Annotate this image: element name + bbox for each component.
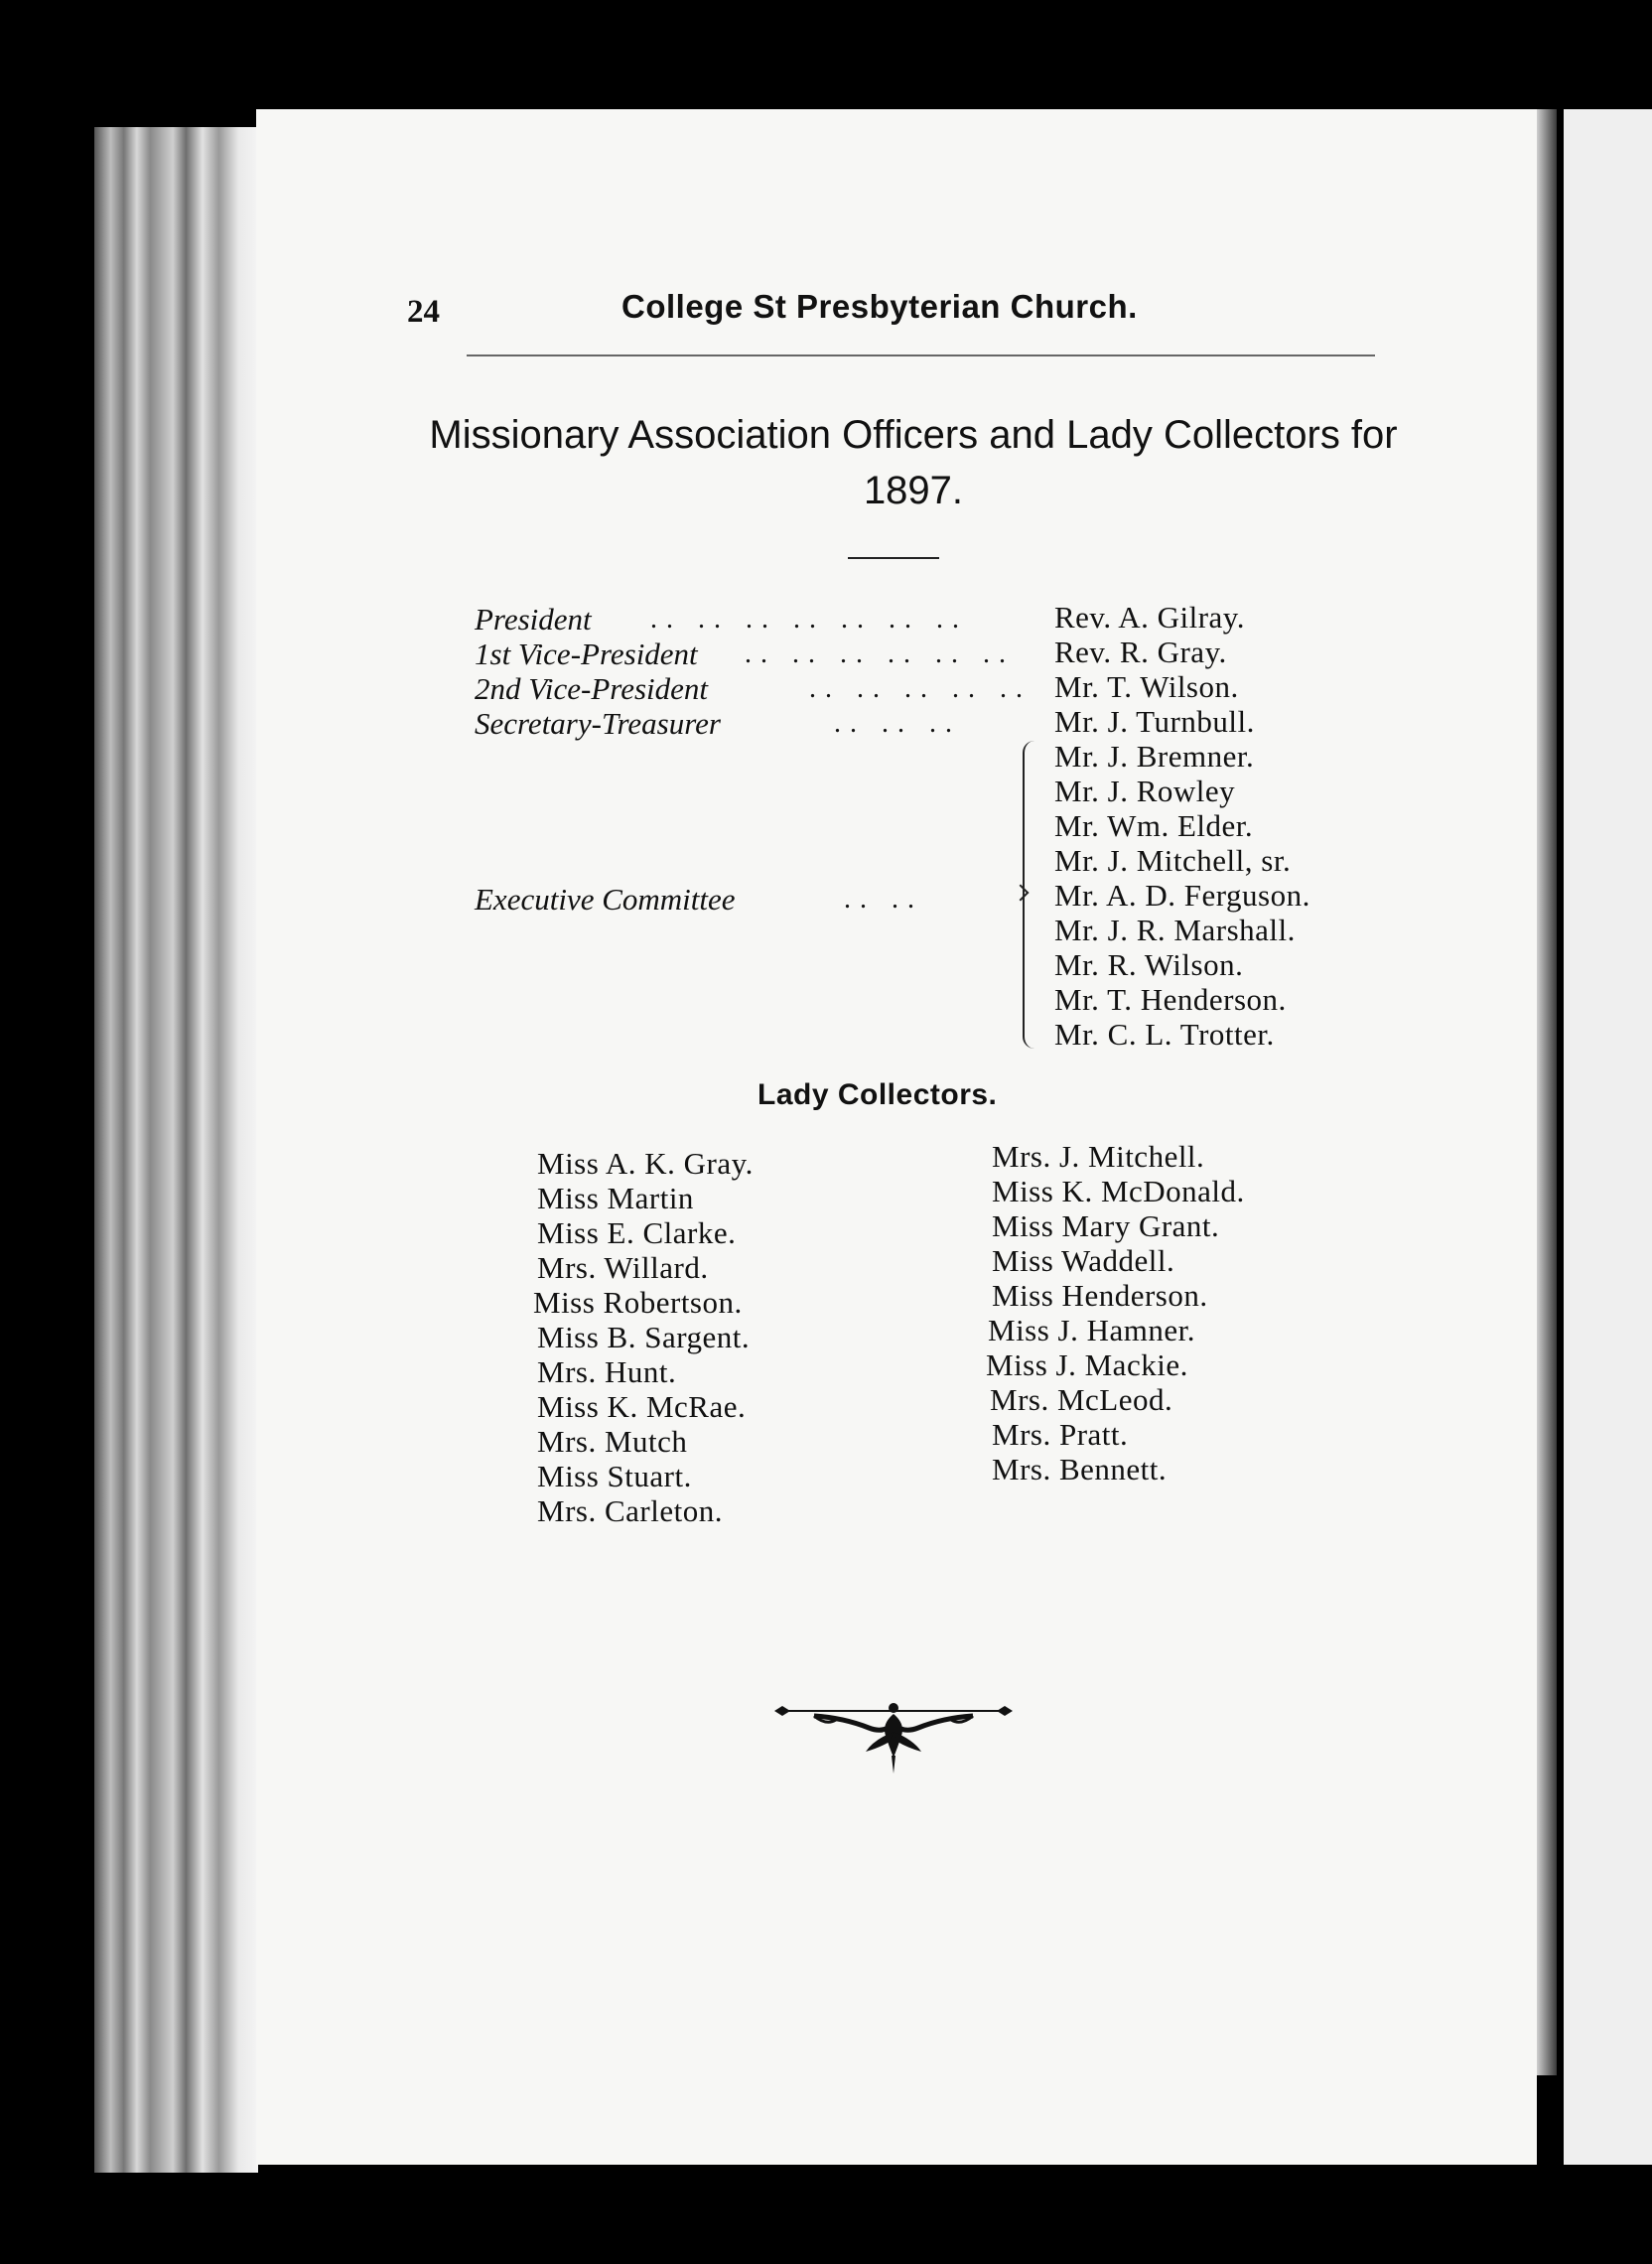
title-rule [848,557,939,559]
committee-member: Mr. J. Bremner. [1054,739,1255,774]
header-rule [467,354,1375,356]
officer-role-1st-vice-president: 1st Vice-President [475,637,698,671]
lady-collector-right: Mrs. Pratt. [992,1417,1129,1452]
lady-collector-right: Mrs. J. Mitchell. [992,1139,1205,1174]
lady-collector-left: Miss K. McRae. [537,1389,747,1424]
book-spine-edge [94,127,258,2173]
lady-collectors-heading: Lady Collectors. [757,1078,998,1111]
scroll-ornament-icon [774,1696,1013,1780]
committee-member: Mr. J. Rowley [1054,774,1236,808]
officer-role-president: President [475,602,592,637]
committee-member: Mr. R. Wilson. [1054,947,1244,982]
lady-collector-left: Miss Martin [537,1181,694,1215]
lady-collector-left: Miss B. Sargent. [537,1320,751,1354]
committee-member: Mr. J. Mitchell, sr. [1054,843,1292,878]
lady-collector-left: Miss A. K. Gray. [537,1146,754,1181]
lady-collector-left: Miss E. Clarke. [537,1215,737,1250]
officer-name-secretary-treasurer: Mr. J. Turnbull. [1054,704,1255,739]
lady-collector-right: Miss Mary Grant. [992,1208,1220,1243]
facing-page-edge [1564,109,1652,2165]
leader-dots: .. .. .. .. .. .. .. [650,604,968,635]
lady-collector-left: Mrs. Mutch [537,1424,688,1459]
lady-collector-right: Miss Henderson. [992,1278,1208,1313]
officer-name-1st-vice-president: Rev. R. Gray. [1054,635,1227,669]
leader-dots: .. .. .. .. .. .. [745,638,1015,669]
officer-name-2nd-vice-president: Mr. T. Wilson. [1054,669,1239,704]
page-number: 24 [407,294,440,330]
committee-member: Mr. C. L. Trotter. [1054,1017,1275,1052]
lady-collector-right: Mrs. Bennett. [992,1452,1168,1486]
lady-collector-left: Mrs. Carleton. [537,1493,723,1528]
officer-name-president: Rev. A. Gilray. [1054,600,1246,635]
leader-dots: .. .. .. .. .. [809,673,1032,704]
executive-committee-label: Executive Committee [475,882,736,917]
lady-collector-right: Miss K. McDonald. [992,1174,1245,1208]
lady-collector-right: Mrs. McLeod. [990,1382,1173,1417]
running-title: College St Presbyterian Church. [621,288,1138,325]
officer-role-2nd-vice-president: 2nd Vice-President [475,671,708,706]
lady-collector-left: Miss Robertson. [533,1285,743,1320]
leader-dots: .. .. [844,884,923,915]
lady-collector-left: Mrs. Hunt. [537,1354,677,1389]
lady-collector-right: Miss Waddell. [992,1243,1175,1278]
committee-member: Mr. Wm. Elder. [1054,808,1254,843]
committee-member: Mr. A. D. Ferguson. [1054,878,1310,913]
lady-collector-left: Mrs. Willard. [537,1250,709,1285]
page-right-edge [1537,109,1557,2075]
lady-collector-right: Miss J. Hamner. [988,1313,1195,1347]
committee-member: Mr. T. Henderson. [1054,982,1287,1017]
lady-collector-right: Miss J. Mackie. [986,1347,1188,1382]
committee-member: Mr. J. R. Marshall. [1054,913,1296,947]
lady-collector-left: Miss Stuart. [537,1459,692,1493]
officer-role-secretary-treasurer: Secretary-Treasurer [475,706,721,741]
page-title: Missionary Association Officers and Lady Collectors for 1897. [429,413,1398,512]
leader-dots: .. .. .. [834,708,961,739]
